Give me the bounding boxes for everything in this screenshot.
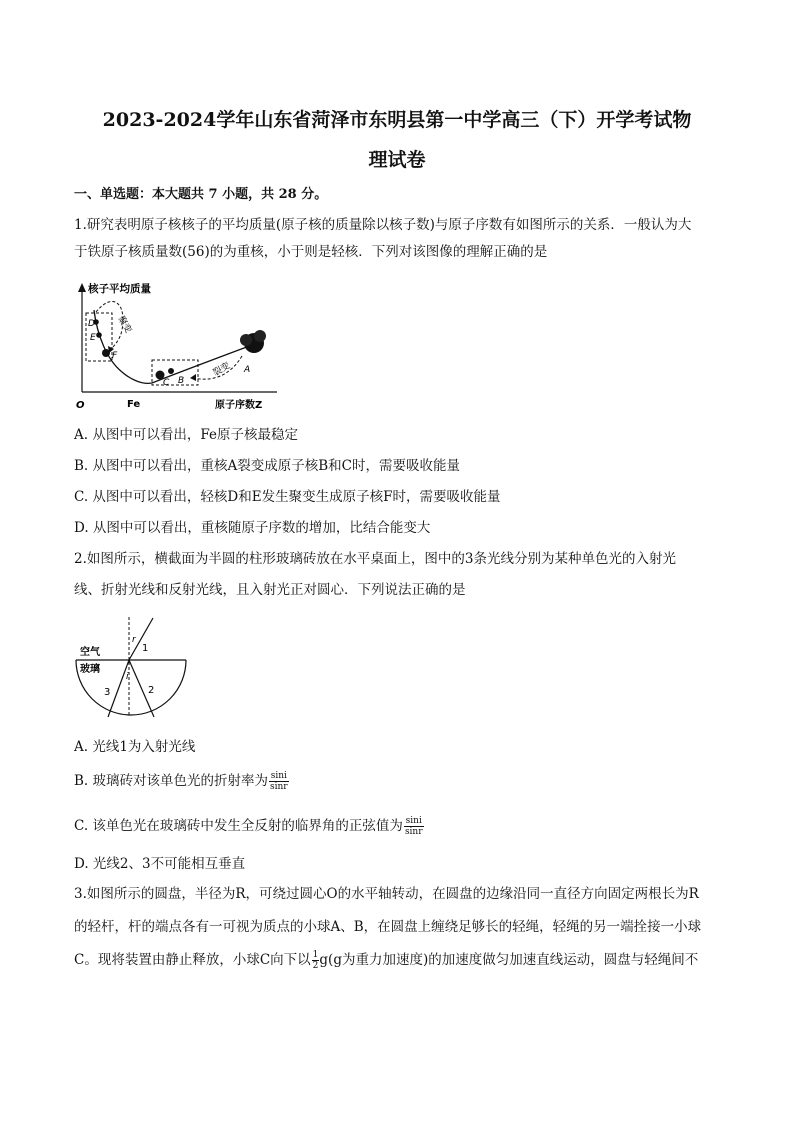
q1-fusion-label: 聚变 <box>115 314 134 336</box>
q2-text-line1: 2.如图所示，横截面为半圆的柱形玻璃砖放在水平桌面上，图中的3条光线分别为某种单色光的入射光 <box>74 551 676 567</box>
q3-text-line1: 3.如图所示的圆盘，半径为R，可绕过圆心O的水平轴转动，在圆盘的边缘沿同一直径方向固定两根长为R <box>74 886 699 902</box>
q2-glass-label: 玻璃 <box>80 664 100 675</box>
q1-label-f: F <box>112 351 118 361</box>
exam-title-line1: 2023-2024学年山东省菏泽市东明县第一中学高三（下）开学考试物 <box>102 109 692 131</box>
q1-point-e <box>96 332 102 338</box>
q1-label-c: C <box>163 378 170 388</box>
q2-option-b-text: B. 玻璃砖对该单色光的折射率为 <box>74 773 269 789</box>
q1-option-a: A. 从图中可以看出，Fe原子核最稳定 <box>74 427 298 443</box>
q3-text-line3-suffix: g(g为重力加速度)的加速度做匀加速直线运动，圆盘与轻绳间不 <box>319 952 699 968</box>
q2-option-c-fraction <box>404 816 424 837</box>
q1-y-axis-arrow <box>78 283 86 292</box>
q3-text-line3-prefix: C。现将装置由静止释放，小球C向下以 <box>74 952 311 968</box>
q2-option-d: D. 光线2、3不可能相互垂直 <box>74 856 246 872</box>
q1-label-a: A <box>244 365 251 375</box>
q3-text-line2: 的轻杆，杆的端点各有一可视为质点的小球A、B，在圆盘上缠绕足够长的轻绳，轻绳的另一端拴接一小球 <box>74 919 702 935</box>
q2-option-a: A. 光线1为入射光线 <box>74 739 196 755</box>
q2-figure <box>72 615 192 721</box>
q1-fe-label: Fe <box>127 399 141 410</box>
q1-fission-arrowhead <box>190 374 196 381</box>
q2-option-b-numerator: sini <box>270 771 287 781</box>
q3-text-line3 <box>74 947 724 974</box>
q2-option-c <box>74 815 424 837</box>
q1-fusion-arrow <box>96 302 123 350</box>
q1-ylabel: 核子平均质量 <box>88 283 151 295</box>
q1-text-line2: 于铁原子核质量数(56)的为重核，小于则是轻核．下列对该图像的理解正确的是 <box>74 244 548 260</box>
q2-option-b <box>74 770 289 792</box>
q3-half-denominator: 2 <box>312 961 319 971</box>
q1-label-e: E <box>90 333 96 343</box>
q2-text-line2: 线、折射光线和反射光线，且入射光正对圆心．下列说法正确的是 <box>74 582 466 598</box>
q1-xlabel: 原子序数Z <box>215 400 263 411</box>
q2-ray3-label: 3 <box>104 687 111 698</box>
q2-option-c-denominator: sinr <box>404 827 423 837</box>
q3-half-numerator: 1 <box>312 950 319 960</box>
q2-air-label: 空气 <box>80 647 100 658</box>
q2-ray1-label: 1 <box>142 643 149 654</box>
q2-option-c-numerator: sini <box>405 816 422 826</box>
q1-option-c: C. 从图中可以看出，轻核D和E发生聚变生成原子核F时，需要吸收能量 <box>74 489 501 505</box>
q2-angle-i-label: i <box>126 672 129 682</box>
q1-option-d: D. 从图中可以看出，重核随原子序数的增加，比结合能变大 <box>74 520 431 536</box>
exam-title-line2: 理试卷 <box>368 149 426 171</box>
q2-option-b-fraction <box>269 771 289 792</box>
q1-option-b: B. 从图中可以看出，重核A裂变成原子核B和C时，需要吸收能量 <box>74 458 461 474</box>
q1-origin: O <box>76 400 85 411</box>
q2-angle-r-label: r <box>132 635 136 645</box>
section-heading: 一、单选题：本大题共 7 小题，共 28 分。 <box>74 187 328 202</box>
q2-ray-3 <box>108 660 129 717</box>
q1-label-b: B <box>178 376 185 386</box>
q2-option-c-text: C. 该单色光在玻璃砖中发生全反射的临界角的正弦值为 <box>74 818 403 834</box>
q1-label-d: D <box>88 319 95 329</box>
q1-point-a-lump <box>240 334 252 346</box>
q2-option-b-denominator: sinr <box>270 782 288 792</box>
q1-figure <box>72 280 282 415</box>
q1-point-a-lump2 <box>254 330 266 342</box>
q1-point-b <box>168 368 174 374</box>
q1-fission-label: 裂变 <box>211 360 233 379</box>
q1-text-line1: 1.研究表明原子核核子的平均质量(原子核的质量除以核子数)与原子序数有如图所示的关系．一般认为大 <box>74 217 692 233</box>
q2-ray2-label: 2 <box>148 685 155 696</box>
